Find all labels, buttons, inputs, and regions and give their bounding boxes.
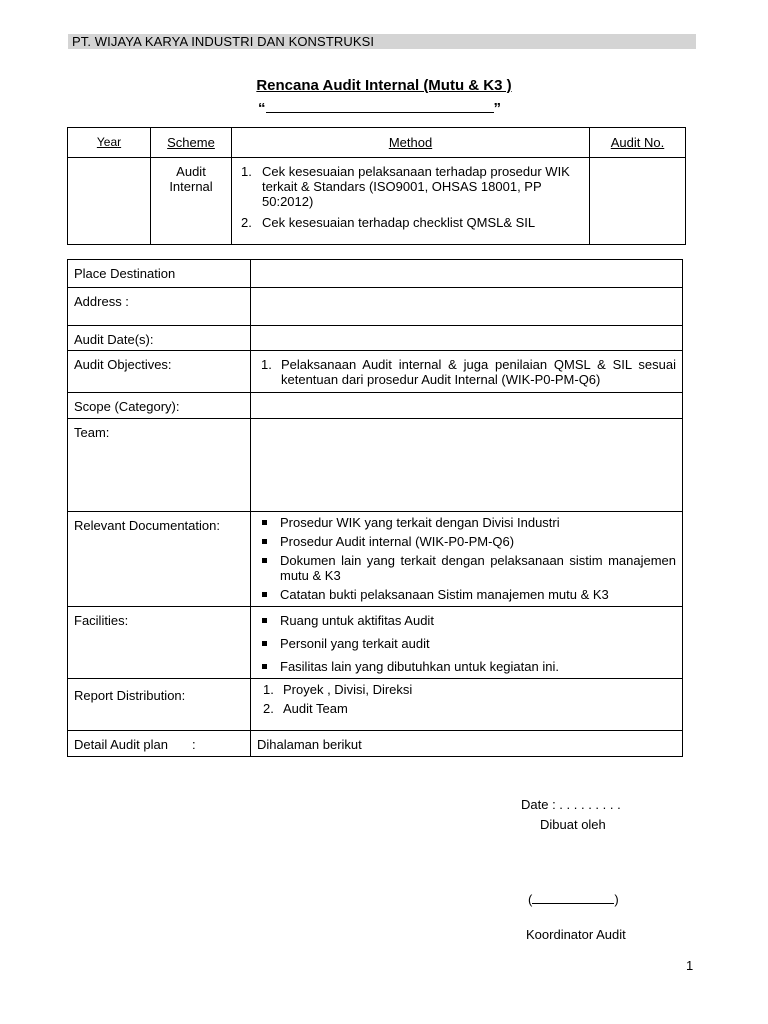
address-label: Address :	[68, 288, 251, 326]
open-quote: “	[258, 100, 266, 117]
relevant-documentation-list	[257, 515, 676, 602]
method-table-row	[68, 158, 686, 245]
row-scope	[68, 393, 683, 419]
paren-close: )	[614, 892, 619, 907]
method-table-header	[68, 128, 686, 158]
scheme-line: Internal	[169, 179, 213, 194]
signature-made-by: Dibuat oleh	[540, 817, 606, 832]
company-header: PT. WIJAYA KARYA INDUSTRI DAN KONSTRUKSI	[68, 34, 696, 49]
signature-role: Koordinator Audit	[526, 927, 626, 942]
report-distribution-value	[251, 679, 683, 731]
scheme-line: Audit	[176, 164, 206, 179]
audit-no-cell	[590, 158, 686, 245]
signature-date: Date : . . . . . . . . .	[521, 797, 621, 812]
method-cell	[232, 158, 590, 245]
report-distribution-list	[257, 682, 676, 716]
header-scheme: Scheme	[151, 128, 232, 158]
page-number: 1	[686, 958, 694, 973]
detail-audit-plan-text: Detail Audit plan	[74, 737, 168, 752]
row-team	[68, 419, 683, 512]
info-table	[67, 259, 683, 757]
place-label: Place Destination	[68, 260, 251, 288]
row-report-distribution	[68, 679, 683, 731]
close-quote: ”	[493, 100, 501, 117]
facilities-label: Facilities:	[68, 607, 251, 679]
report-distribution-item	[257, 682, 676, 697]
header-audit-no: Audit No.	[590, 128, 686, 158]
relevant-documentation-item: Prosedur Audit internal (WIK-P0-PM-Q6)	[257, 534, 676, 549]
team-value	[251, 419, 683, 512]
paren-open: (	[528, 892, 533, 907]
report-item-number: 1.	[263, 682, 274, 697]
relevant-documentation-item: Catatan bukti pelaksanaan Sistim manajemen mutu & K3	[257, 587, 676, 602]
address-value	[251, 288, 683, 326]
row-objectives	[68, 351, 683, 393]
method-item-text: Cek kesesuaian pelaksanaan terhadap prosedur WIK terkait & Standars (ISO9001, OHSAS 18001, PP 50:2012)	[262, 164, 570, 209]
scope-value	[251, 393, 683, 419]
audit-dates-label: Audit Date(s):	[68, 326, 251, 351]
year-cell	[68, 158, 151, 245]
objectives-label: Audit Objectives:	[68, 351, 251, 393]
header-method: Method	[232, 128, 590, 158]
document-title: Rencana Audit Internal (Mutu & K3 )	[256, 77, 512, 94]
detail-audit-plan-label	[68, 731, 251, 757]
relevant-documentation-value	[251, 512, 683, 607]
row-address	[68, 288, 683, 326]
method-item-number: 2.	[241, 215, 252, 230]
method-item	[233, 164, 580, 209]
row-relevant-documentation	[68, 512, 683, 607]
objectives-list	[257, 357, 676, 387]
objective-item-number: 1.	[261, 357, 272, 372]
audit-dates-value	[251, 326, 683, 351]
header-year: Year	[68, 128, 151, 158]
relevant-documentation-item: Prosedur WIK yang terkait dengan Divisi Industri	[257, 515, 676, 530]
detail-audit-plan-colon: :	[191, 737, 196, 752]
method-table	[67, 127, 686, 245]
subtitle-blank-line	[258, 100, 501, 117]
method-item	[233, 215, 580, 230]
method-item-number: 1.	[241, 164, 252, 179]
blank-line	[266, 100, 494, 113]
signature-blank-line	[532, 892, 614, 904]
facility-item: Fasilitas lain yang dibutuhkan untuk kegiatan ini.	[257, 659, 676, 674]
facility-item: Ruang untuk aktifitas Audit	[257, 613, 676, 628]
objective-item	[257, 357, 676, 387]
row-facilities	[68, 607, 683, 679]
report-item-number: 2.	[263, 701, 274, 716]
relevant-documentation-label: Relevant Documentation:	[68, 512, 251, 607]
objectives-value	[251, 351, 683, 393]
report-item-text: Audit Team	[283, 701, 348, 716]
objective-item-text: Pelaksanaan Audit internal & juga penilaian QMSL & SIL sesuai ketentuan dari prosedur Audit Internal (WIK-P0-PM-Q6)	[281, 357, 676, 387]
row-audit-dates	[68, 326, 683, 351]
detail-audit-plan-value: Dihalaman berikut	[251, 731, 683, 757]
signature-name-blank	[528, 892, 619, 907]
method-item-text: Cek kesesuaian terhadap checklist QMSL& SIL	[262, 215, 536, 230]
team-label: Team:	[68, 419, 251, 512]
report-item-text: Proyek , Divisi, Direksi	[283, 682, 413, 697]
facilities-value	[251, 607, 683, 679]
scope-label: Scope (Category):	[68, 393, 251, 419]
row-detail-audit-plan	[68, 731, 683, 757]
row-place	[68, 260, 683, 288]
relevant-documentation-item: Dokumen lain yang terkait dengan pelaksanaan sistim manajemen mutu & K3	[257, 553, 676, 583]
scheme-cell	[151, 158, 232, 245]
place-value	[251, 260, 683, 288]
facility-item: Personil yang terkait audit	[257, 636, 676, 651]
method-list	[233, 164, 588, 230]
report-distribution-item	[257, 701, 676, 716]
report-distribution-label: Report Distribution:	[68, 679, 251, 731]
facilities-list	[257, 613, 676, 674]
